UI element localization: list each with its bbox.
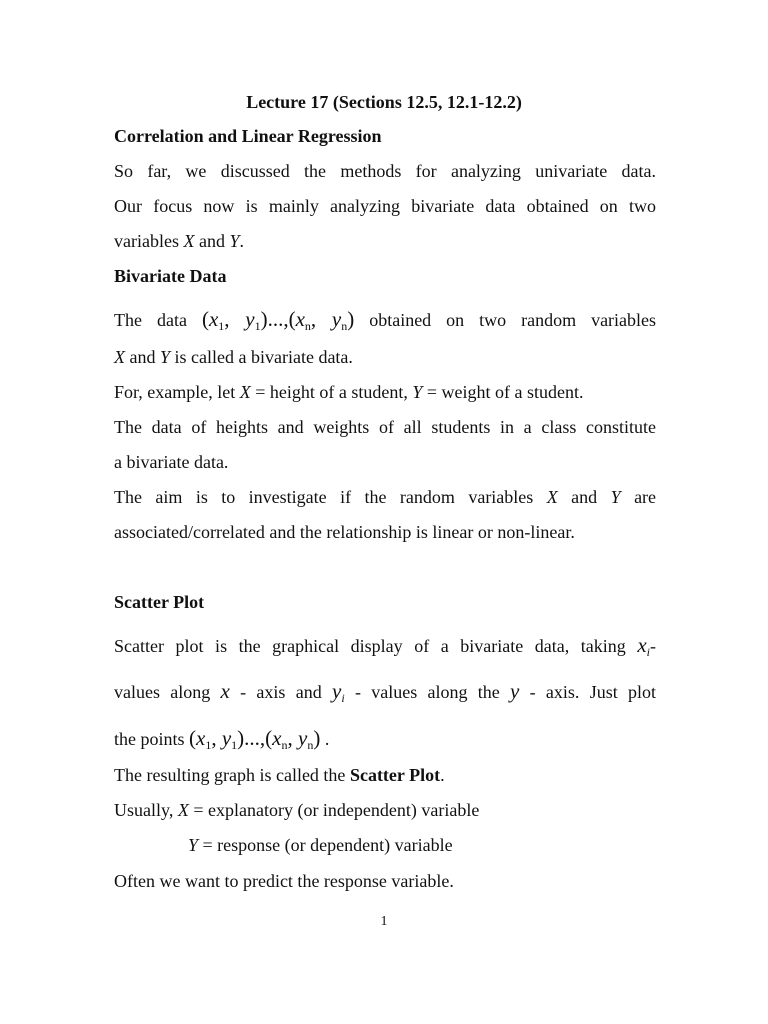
page-number: 1: [380, 914, 388, 929]
bivariate-line-2: X and Y is called a bivariate data.: [114, 347, 353, 367]
intro-line-2: Our focus now is mainly analyzing bivariate data obtained on two: [114, 196, 656, 216]
scatter-line-2: values along x - axis and yi - values along the y - axis. Just plot: [114, 679, 656, 705]
bivariate-line-6: The aim is to investigate if the random variables X and Y are: [114, 487, 657, 507]
math-Y: Y: [229, 231, 240, 251]
math-X: X: [183, 231, 195, 251]
bivariate-line-7: associated/correlated and the relationship is linear or non-linear.: [114, 522, 575, 542]
bivariate-line-4: The data of heights and weights of all students in a class constitute: [114, 417, 656, 437]
scatter-line-4: The resulting graph is called the Scatter Plot.: [114, 765, 445, 785]
scatter-line-5: Usually, X = explanatory (or independent) variable: [114, 800, 480, 820]
heading-bivariate: Bivariate Data: [114, 266, 227, 286]
bivariate-line-5: a bivariate data.: [114, 452, 229, 472]
math-pairs-2: (x1, y1)...,(xn, yn): [189, 726, 321, 752]
scatter-line-6: Y = response (or dependent) variable: [188, 835, 453, 855]
bivariate-line-1: The data (x1, y1)...,(xn, yn) obtained on two random variables: [114, 307, 657, 333]
lecture-title: Lecture 17 (Sections 12.5, 12.1-12.2): [246, 92, 522, 112]
heading-correlation: Correlation and Linear Regression: [114, 126, 382, 146]
scatter-line-3: the points (x1, y1)...,(xn, yn) .: [114, 726, 330, 752]
math-pairs: (x1, y1)...,(xn, yn): [201, 307, 355, 333]
bivariate-line-3: For, example, let X = height of a student, Y = weight of a student.: [114, 382, 584, 402]
heading-scatter: Scatter Plot: [114, 592, 205, 612]
scatter-line-1: Scatter plot is the graphical display of a bivariate data, taking xi-: [114, 633, 656, 659]
intro-line-1: So far, we discussed the methods for analyzing univariate data.: [114, 161, 656, 181]
intro-line-3: variables X and Y.: [114, 231, 244, 251]
scatter-line-7: Often we want to predict the response variable.: [114, 871, 454, 891]
